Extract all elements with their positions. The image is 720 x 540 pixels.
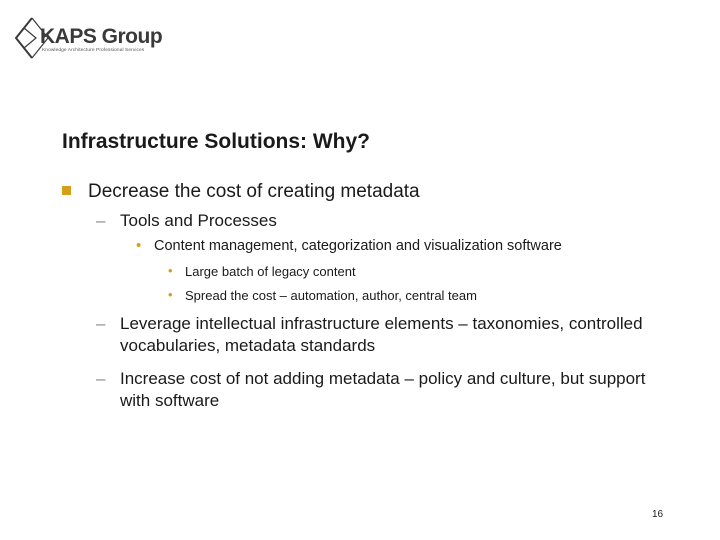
dash-bullet-icon: –	[96, 369, 106, 388]
square-bullet-icon	[62, 186, 71, 195]
bullet-text: Content management, categorization and visualization software	[154, 238, 562, 254]
logo-name: KAPS Group	[40, 25, 163, 48]
dot-bullet-icon: •	[168, 263, 173, 278]
slide-title: Infrastructure Solutions: Why?	[62, 130, 371, 153]
dot-bullet-icon: •	[168, 287, 173, 302]
dot-bullet-icon: •	[136, 237, 142, 254]
kaps-group-logo	[14, 16, 163, 60]
bullet-text: Spread the cost – automation, author, central team	[185, 288, 477, 303]
page-number: 16	[652, 509, 664, 520]
bullet-text: Tools and Processes	[120, 211, 277, 230]
bullet-text: Decrease the cost of creating metadata	[88, 181, 420, 202]
bullet-text: Large batch of legacy content	[185, 264, 356, 279]
dash-bullet-icon: –	[96, 211, 106, 230]
bullet-text: Leverage intellectual infrastructure elements – taxonomies, controlled vocabularies, metadata standards	[120, 314, 643, 355]
logo-tagline: Knowledge Architecture Professional Services	[42, 48, 145, 53]
dash-bullet-icon: –	[96, 314, 106, 333]
bullet-text: Increase cost of not adding metadata – policy and culture, but support with software	[120, 369, 646, 410]
